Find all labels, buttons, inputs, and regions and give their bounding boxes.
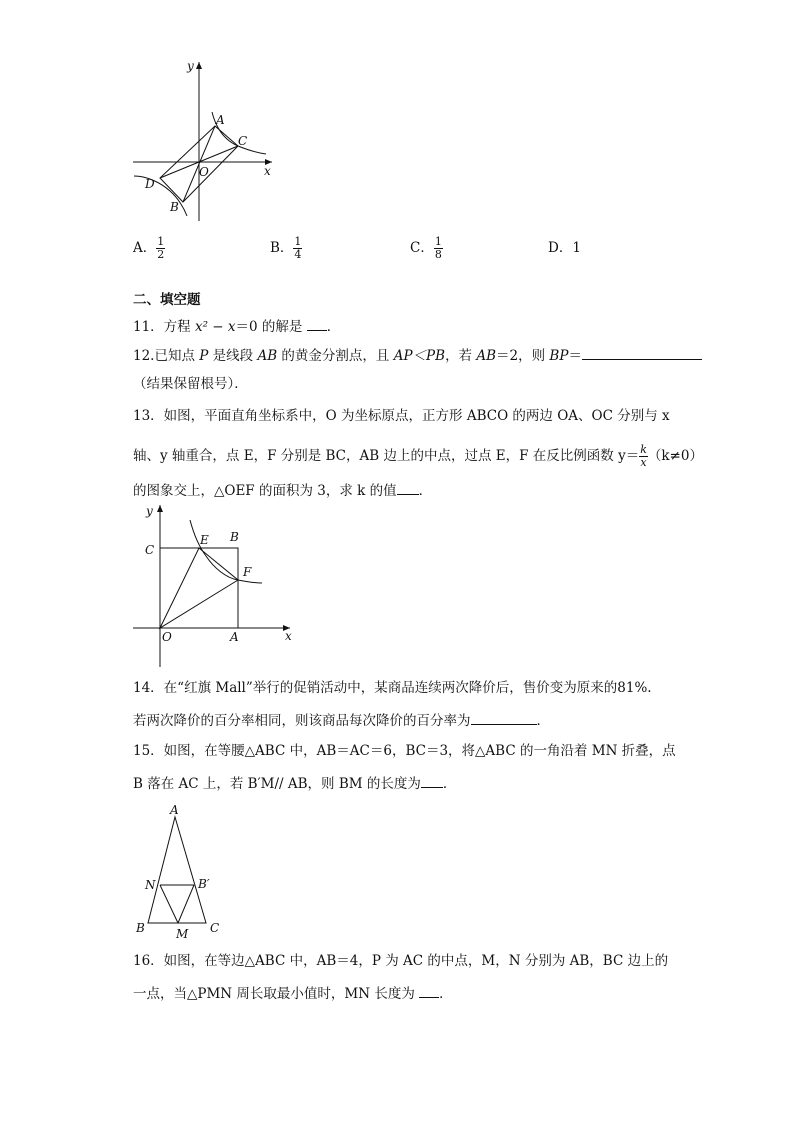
question-16-line-1: 16．如图，在等边△ABC 中，AB＝4，P 为 AC 的中点，M，N 分别为 AB，BC 边上的 — [133, 953, 669, 969]
label-b-prime: B′ — [198, 877, 210, 891]
label-n: N — [145, 878, 156, 892]
question-15-line-1: 15．如图，在等腰△ABC 中，AB＝AC＝6，BC＝3，将△ABC 的一角沿着 MN 折叠，点 — [133, 743, 676, 759]
fraction-one-eighth: $\frac{1}{8}$ — [434, 235, 442, 261]
fraction-k-over-x: $\frac{k}{x}$ — [640, 443, 647, 469]
option-c — [410, 236, 443, 261]
fraction-one-half: $\frac{1}{2}$ — [157, 235, 165, 261]
label-c: C — [210, 921, 220, 935]
option-a-label: A． — [133, 240, 157, 256]
label-c: C — [145, 543, 155, 557]
figure-3-fold-triangle — [128, 798, 228, 944]
figure-1-hyperbola-parallelogram — [128, 58, 278, 226]
question-11: 11．方程 x² − x＝0 的解是 ． — [133, 316, 340, 337]
label-f: F — [243, 565, 252, 579]
square-abco — [160, 548, 238, 628]
label-x: x — [285, 629, 292, 643]
segment-mb1 — [178, 885, 194, 923]
fraction-one-quarter: $\frac{1}{4}$ — [294, 235, 302, 261]
option-d-label: D．1 — [548, 240, 581, 256]
triangle-oef — [160, 548, 238, 628]
segment-nm — [160, 885, 178, 923]
question-13-line-2: 轴、y 轴重合，点 E，F 分别是 BC，AB 边上的中点，过点 E，F 在反比例函数 y＝ $\frac{k}{x}$ （k≠0） — [133, 443, 703, 469]
question-13-line-3: 的图象交上，△OEF 的面积为 3，求 k 的值 ． — [133, 480, 432, 501]
label-e: E — [200, 533, 209, 547]
y-axis-arrow — [196, 62, 202, 69]
option-c-label: C． — [410, 240, 434, 256]
hyperbola-branch-q3 — [134, 176, 187, 216]
label-o: O — [199, 165, 209, 179]
label-a: A — [170, 803, 179, 817]
answer-blank-12[interactable] — [582, 345, 702, 360]
label-a: A — [216, 113, 225, 127]
question-14-line-2: 若两次降价的百分率相同，则该商品每次降价的百分率为 ． — [133, 710, 550, 731]
answer-blank-14[interactable] — [471, 710, 537, 725]
answer-blank-11[interactable] — [307, 316, 327, 331]
triangle-abc — [148, 817, 206, 923]
question-16-line-2: 一点，当△PMN 周长取最小值时，MN 长度为 ． — [133, 983, 453, 1004]
option-d — [548, 238, 581, 258]
section-heading: 二、填空题 — [133, 292, 201, 308]
label-c: C — [238, 134, 248, 148]
label-o: O — [162, 630, 172, 644]
label-m: M — [176, 927, 189, 941]
label-b: B — [136, 921, 145, 935]
question-14-line-1: 14．在“红旗 Mall”举行的促销活动中，某商品连续两次降价后，售价变为原来的81%. — [133, 680, 652, 696]
question-12-line-1: 12.已知点 P 是线段 AB 的黄金分割点，且 AP＜PB，若 AB＝2，则 BP＝ — [133, 345, 702, 366]
option-b-label: B． — [270, 240, 294, 256]
question-15-line-2: B 落在 AC 上，若 B′M// AB，则 BM 的长度为 ． — [133, 773, 456, 794]
option-b — [270, 236, 302, 261]
answer-blank-15[interactable] — [421, 773, 443, 788]
answer-blank-13[interactable] — [397, 480, 419, 495]
label-y: y — [187, 59, 194, 73]
answer-blank-16[interactable] — [419, 983, 439, 998]
label-d: D — [145, 177, 155, 191]
figure-2-square-hyperbola — [128, 500, 298, 672]
y-axis-arrow — [157, 505, 163, 512]
label-a: A — [230, 630, 239, 644]
option-a — [133, 236, 165, 261]
label-x: x — [264, 164, 271, 178]
question-13-line-1: 13．如图，平面直角坐标系中，O 为坐标原点，正方形 ABCO 的两边 OA、OC 分别与 x — [133, 408, 670, 424]
question-12-line-2: （结果保留根号）． — [133, 376, 248, 392]
label-b: B — [170, 200, 179, 214]
label-b: B — [230, 530, 239, 544]
label-y: y — [146, 504, 153, 518]
